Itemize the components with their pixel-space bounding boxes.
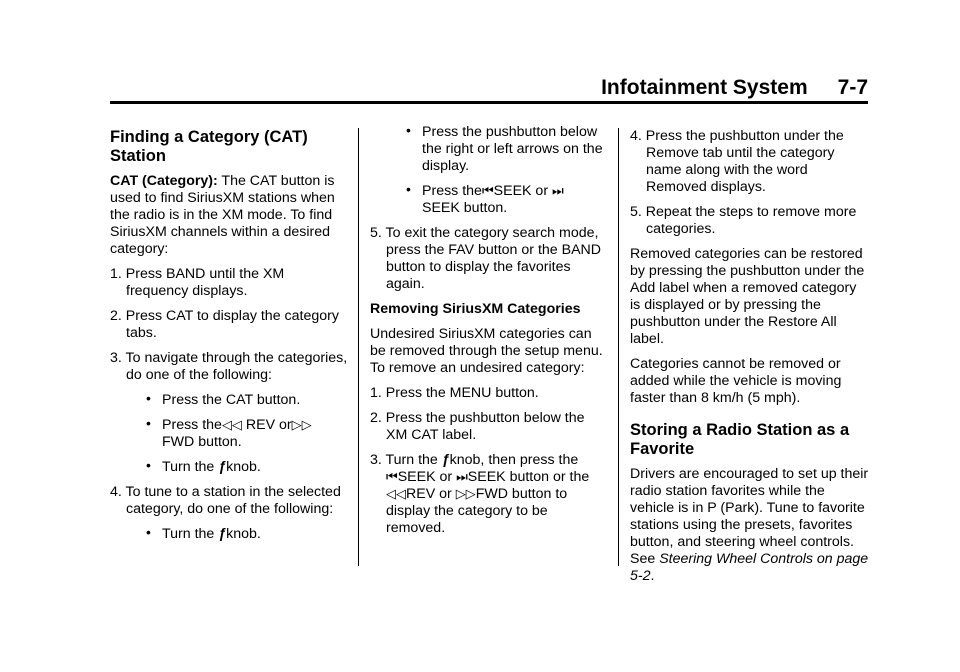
step-1: 1. Press BAND until the XM frequency displays. [110, 266, 285, 299]
column-1 [110, 124, 348, 551]
remove-step-3: 3. Turn the ƒknob, then press the ⏮SEEK or ⏭SEEK button or the ◁◁REV or ▷▷FWD button to display the category to be removed. [370, 452, 590, 536]
bullet-turn-knob-2: • Turn the ƒknob. [146, 524, 261, 542]
moving-restriction: Categories cannot be removed or added while the vehicle is moving faster than 8 km/h (5 mph). [630, 356, 842, 406]
bullet-turn-knob: • Turn the ƒknob. [146, 457, 261, 475]
fwd-icon: ▷▷ [455, 487, 476, 502]
cat-label: CAT (Category): [110, 173, 218, 189]
seek-back-icon: ⏮ [481, 184, 494, 199]
rev-icon: ◁◁ [221, 418, 242, 433]
heading-storing-favorite: Storing a Radio Station as a Favorite [630, 421, 850, 458]
bullet-icon: • [146, 390, 151, 406]
step-4: 4. To tune to a station in the selected category, do one of the following: [110, 484, 341, 517]
column-3 [630, 128, 870, 593]
header-rule [110, 101, 868, 104]
section-title: Infotainment System [601, 76, 808, 99]
seek-back-icon: ⏮ [386, 470, 398, 485]
remove-step-1: 1. Press the MENU button. [370, 385, 539, 401]
bullet-icon: • [406, 181, 411, 197]
remove-step-4: 4. Press the pushbutton under the Remove tab until the category name along with the word Removed displays. [630, 128, 844, 195]
seek-fwd-icon: ⏭ [456, 470, 468, 485]
bullet-icon: • [146, 524, 151, 540]
rev-icon: ◁◁ [386, 487, 406, 502]
knob-icon: ƒ [218, 526, 227, 542]
bullet-icon: • [406, 122, 411, 138]
steering-wheel-reference: Steering Wheel Controls on page 5-2 [630, 551, 869, 584]
column-divider-2 [618, 128, 619, 566]
step-3: 3. To navigate through the categories, do one of the following: [110, 350, 348, 383]
favorites-paragraph: Drivers are encouraged to set up their radio station favorites while the vehicle is in P (Park). Tune to favorite stations using the presets, favorites button, and steering wheel controls. See Steering Wheel Controls on page 5-2. [630, 466, 869, 584]
bullet-seek: • Press the⏮SEEK or ⏭ SEEK button. [406, 181, 564, 216]
bullet-rev-fwd: • Press the◁◁ REV or▷▷ FWD button. [146, 415, 312, 450]
knob-icon: ƒ [218, 459, 227, 475]
remove-step-2: 2. Press the pushbutton below the XM CAT label. [370, 410, 585, 443]
step-5: 5. To exit the category search mode, press the FAV button or the BAND button to display the favorites again. [370, 225, 602, 292]
bullet-pushbutton-arrows: • Press the pushbutton below the right or left arrows on the display. [406, 122, 603, 174]
bullet-cat-button: • Press the CAT button. [146, 390, 301, 408]
cat-intro [110, 173, 348, 258]
subheading-removing-categories: Removing SiriusXM Categories [370, 301, 581, 317]
column-2 [370, 124, 608, 545]
bullet-icon: • [146, 415, 151, 431]
heading-finding-category: Finding a Category (CAT) Station [110, 128, 308, 165]
column-divider-1 [358, 128, 359, 566]
cat-intro-text: The CAT button is used to find SiriusXM stations when the radio is in the XM mode. To find SiriusXM channels within a desired category: [110, 173, 335, 257]
remove-step-5: 5. Repeat the steps to remove more categories. [630, 204, 857, 237]
bullet-icon: • [146, 457, 151, 473]
restore-paragraph: Removed categories can be restored by pressing the pushbutton under the Add label when a removed category is displayed or by pressing the pushbutton under the Restore All label. [630, 246, 865, 347]
fwd-icon: ▷▷ [291, 418, 312, 433]
page-header [110, 76, 868, 100]
knob-icon: ƒ [441, 452, 450, 468]
seek-fwd-icon: ⏭ [552, 184, 564, 199]
step-2: 2. Press CAT to display the category tabs. [110, 308, 339, 341]
page-number: 7-7 [837, 76, 868, 99]
removing-intro: Undesired SiriusXM categories can be removed through the setup menu. To remove an undesired category: [370, 326, 603, 376]
